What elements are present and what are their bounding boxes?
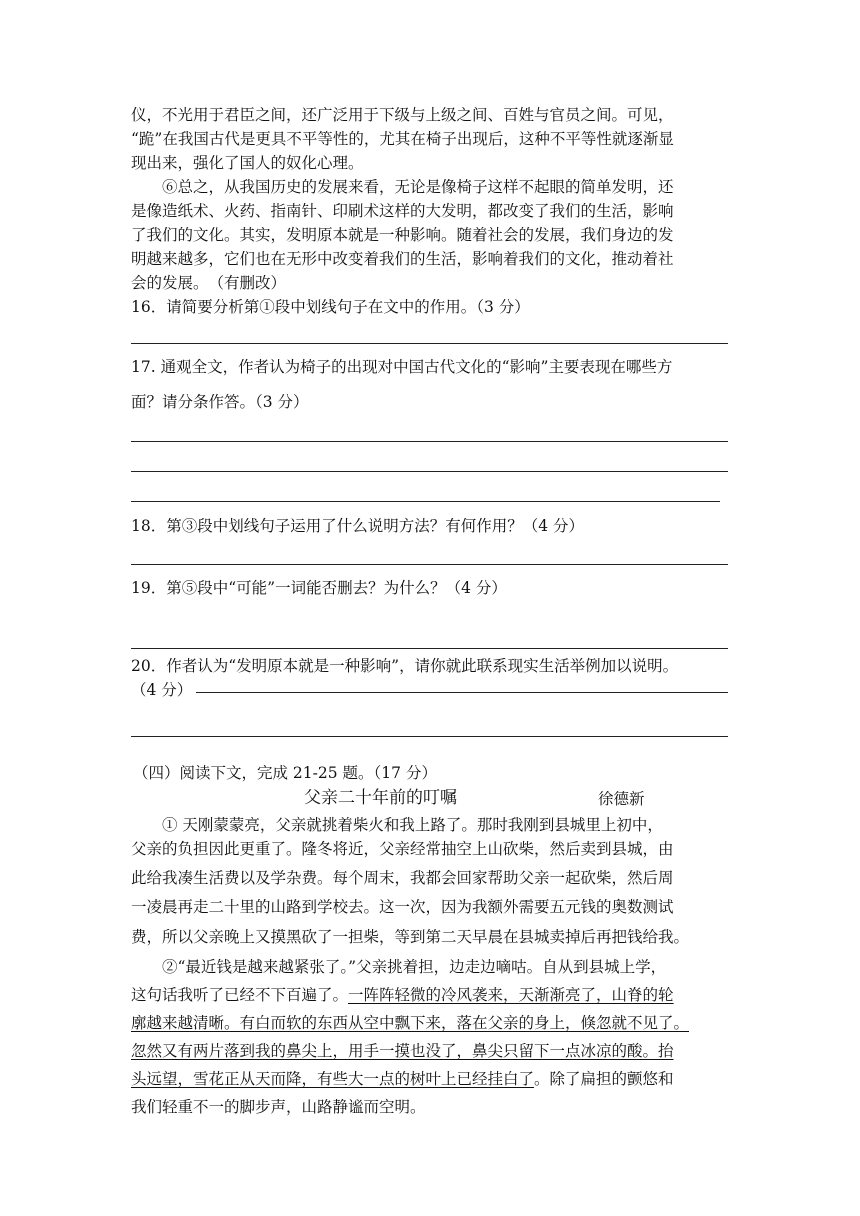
answer-line[interactable] (131, 736, 728, 737)
passage-line: “跪”在我国古代是更具不平等性的，尤其在椅子出现后，这种不平等性就逐渐显 (131, 130, 674, 148)
paragraph2-line (131, 1067, 674, 1091)
answer-line[interactable] (131, 471, 728, 472)
paragraph2-line: 我们轻重不一的脚步声，山路静谧而空明。 (131, 1098, 426, 1116)
question-16: 16．请简要分析第①段中划线句子在文中的作用。（3 分） (131, 298, 530, 316)
paragraph1-line: ① 天刚蒙蒙亮，父亲就挑着柴火和我上路了。那时我刚到县城里上初中， (162, 816, 663, 834)
answer-line[interactable] (131, 501, 720, 502)
paragraph1-line: 此给我凑生活费以及学杂费。每个周末，我都会回家帮助父亲一起砍柴，然后周 (131, 869, 674, 887)
answer-line[interactable] (196, 692, 728, 693)
passage-line: 仪，不光用于君臣之间，还广泛用于下级与上级之间、百姓与官员之间。可见， (131, 106, 674, 124)
answer-line[interactable] (131, 648, 728, 649)
underlined-sentence: 一阵阵轻微的冷风袭来，天渐渐亮了，山脊的轮 (348, 986, 674, 1004)
answer-line[interactable] (131, 343, 728, 344)
question-18: 18．第③段中划线句子运用了什么说明方法？有何作用？（4 分） (131, 517, 585, 535)
paragraph6-line: 了我们的文化。其实，发明原本就是一种影响。随着社会的发展，我们身边的发 (131, 226, 674, 244)
article-author: 徐德新 (598, 790, 645, 808)
paragraph6-line: 是像造纸术、火药、指南针、印刷术这样的大发明，都改变了我们的生活，影响 (131, 202, 674, 220)
underlined-sentence: 廓越来越清晰。有白而软的东西从空中飘下来，落在父亲的身上，倏忽就不见了。 (131, 1014, 690, 1032)
article-title: 父亲二十年前的叮嘱 (304, 788, 457, 808)
paragraph2-line: ②“最近钱是越来越紧张了。”父亲挑着担，边走边嘀咕。自从到县城上学， (162, 958, 667, 976)
paragraph6-line: ⑥总之，从我国历史的发展来看，无论是像椅子这样不起眼的简单发明，还 (162, 178, 674, 196)
question-20: 20．作者认为“发明原本就是一种影响”，请你就此联系现实生活举例加以说明。 (131, 657, 679, 675)
paragraph1-line: 父亲的负担因此更重了。隆冬将近，父亲经常抽空上山砍柴，然后卖到县城，由 (131, 840, 674, 858)
paragraph2-line (131, 983, 674, 1007)
question-17-cont: 面？请分条作答。（3 分） (131, 393, 309, 411)
paragraph1-line: 费，所以父亲晚上又摸黑砍了一担柴，等到第二天早晨在县城卖掉后再把钱给我。 (131, 928, 690, 946)
answer-line[interactable] (131, 441, 728, 442)
underlined-sentence: 头远望，雪花正从天而降，有些大一点的树叶上已经挂白了 (131, 1070, 535, 1088)
passage-line: 现出来，强化了国人的奴化心理。 (131, 154, 364, 172)
question-20-cont: （4 分） (131, 681, 193, 699)
paragraph2-text: 这句话我听了已经不下百遍了。 (131, 986, 349, 1004)
paragraph6-line: 明越来越多，它们也在无形中改变着我们的生活，影响着我们的文化，推动着社 (131, 250, 674, 268)
question-17: 17. 通观全文，作者认为椅子的出现对中国古代文化的“影响”主要表现在哪些方 (131, 358, 673, 376)
paragraph1-line: 一凌晨再走二十里的山路到学校去。这一次，因为我额外需要五元钱的奥数测试 (131, 898, 674, 916)
paragraph6-line: 会的发展。 （有删改） (131, 274, 287, 292)
answer-line[interactable] (131, 564, 728, 565)
underlined-sentence: 忽然又有两片落到我的鼻尖上，用手一摸也没了，鼻尖只留下一点冰凉的酸。抬 (131, 1042, 674, 1060)
section-heading: （四）阅读下文，完成 21-25 题。（17 分） (133, 764, 437, 782)
paragraph2-text: 。除了扁担的颤悠和 (534, 1070, 674, 1088)
question-19: 19．第⑤段中“可能”一词能否删去？为什么？（4 分） (131, 579, 507, 597)
